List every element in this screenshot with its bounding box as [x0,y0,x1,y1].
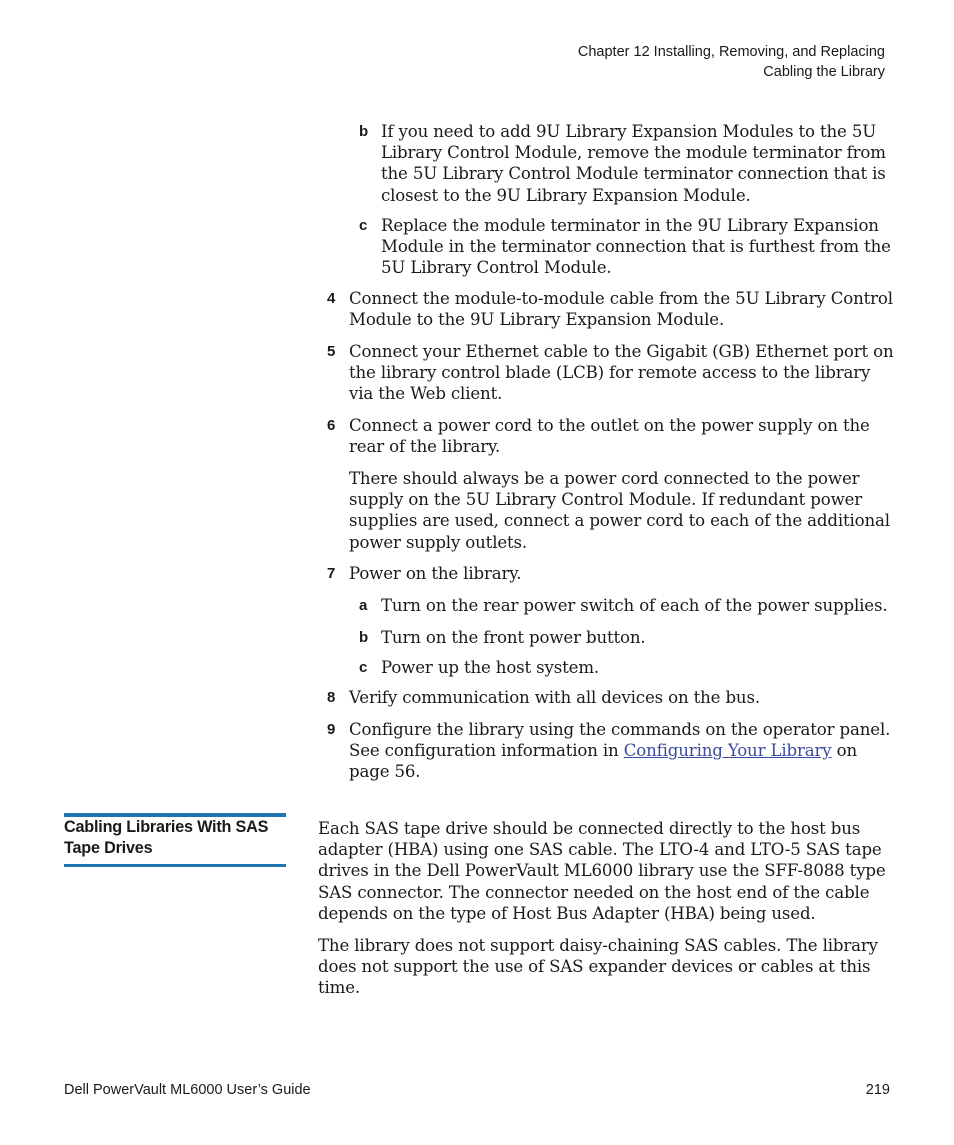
substep-c-host-system [359,657,893,678]
step-number: 4 [327,290,336,307]
substep-label: c [359,659,368,676]
running-header [578,42,885,82]
step-text: Power on the library. [349,564,522,583]
substep-a-rear-switch [359,595,893,616]
step-6 [327,415,894,457]
step-number: 6 [327,417,336,434]
section-bottom-rule [64,864,286,867]
substep-label: b [359,629,369,646]
step-text: Connect the module-to-module cable from the 5U Library Control Module to the 9U Library Expansion Module. [349,289,893,330]
step-7 [327,563,894,584]
section-paragraph-2: The library does not support daisy-chaining SAS cables. The library does not support the use of SAS expander devices or cables at this time. [318,936,878,998]
substep-b-front-button [359,627,893,648]
step-number: 5 [327,343,336,360]
substep-label: c [359,217,368,234]
substep-text: Power up the host system. [381,658,600,677]
substep-label: b [359,123,369,140]
header-section: Cabling the Library [763,64,885,80]
substep-text: Turn on the front power button. [381,628,646,647]
substep-label: a [359,597,368,614]
step-number: 7 [327,565,336,582]
step-8 [327,687,894,708]
step-text-after: on page 56. [349,741,858,782]
section-paragraph-1: Each SAS tape drive should be connected directly to the host bus adapter (HBA) using one SAS cable. The LTO-4 and LTO-5 SAS tape drives in the Dell PowerVault ML6000 library use the SFF-8088 type SAS connector. The connector needed on the host end of the cable depends on the type of Host Bus Adapter (HBA) being used. [318,819,886,923]
substep-b-module-terminator [359,121,893,206]
step-number: 8 [327,689,336,706]
step-9 [327,719,894,783]
step-5 [327,341,894,405]
substep-text: Replace the module terminator in the 9U Library Expansion Module in the terminator connection that is furthest from the 5U Library Control Module. [381,216,891,278]
header-chapter: Chapter 12 Installing, Removing, and Replacing [577,44,885,60]
step-text-before: Configure the library using the commands on the operator panel. See configuration information in [349,720,891,761]
page-number: 219 [865,1082,890,1098]
step-text: Verify communication with all devices on the bus. [349,688,760,707]
step-text: Connect a power cord to the outlet on the power supply on the rear of the library. [349,416,870,457]
configuring-library-link[interactable]: Configuring Your Library [623,741,832,761]
step-text: Connect your Ethernet cable to the Gigabit (GB) Ethernet port on the library control blade (LCB) for remote access to the library via the Web client. [349,342,894,404]
substep-text: Turn on the rear power switch of each of the power supplies. [381,596,888,615]
step-number: 9 [327,721,336,738]
substep-c-replace-terminator [359,215,893,279]
step-6-note: There should always be a power cord connected to the power supply on the 5U Library Control Module. If redundant power supplies are used, connect a power cord to each of the additional power supply outlets. [349,469,890,552]
footer-title: Dell PowerVault ML6000 User’s Guide [64,1082,311,1098]
section-heading: Cabling Libraries With SAS Tape Drives [64,818,269,857]
step-4 [327,288,894,330]
substep-text: If you need to add 9U Library Expansion Modules to the 5U Library Control Module, remove the module terminator from the 5U Library Control Module terminator connection that is closest to the 9U Library Expansion Module. [381,122,886,205]
